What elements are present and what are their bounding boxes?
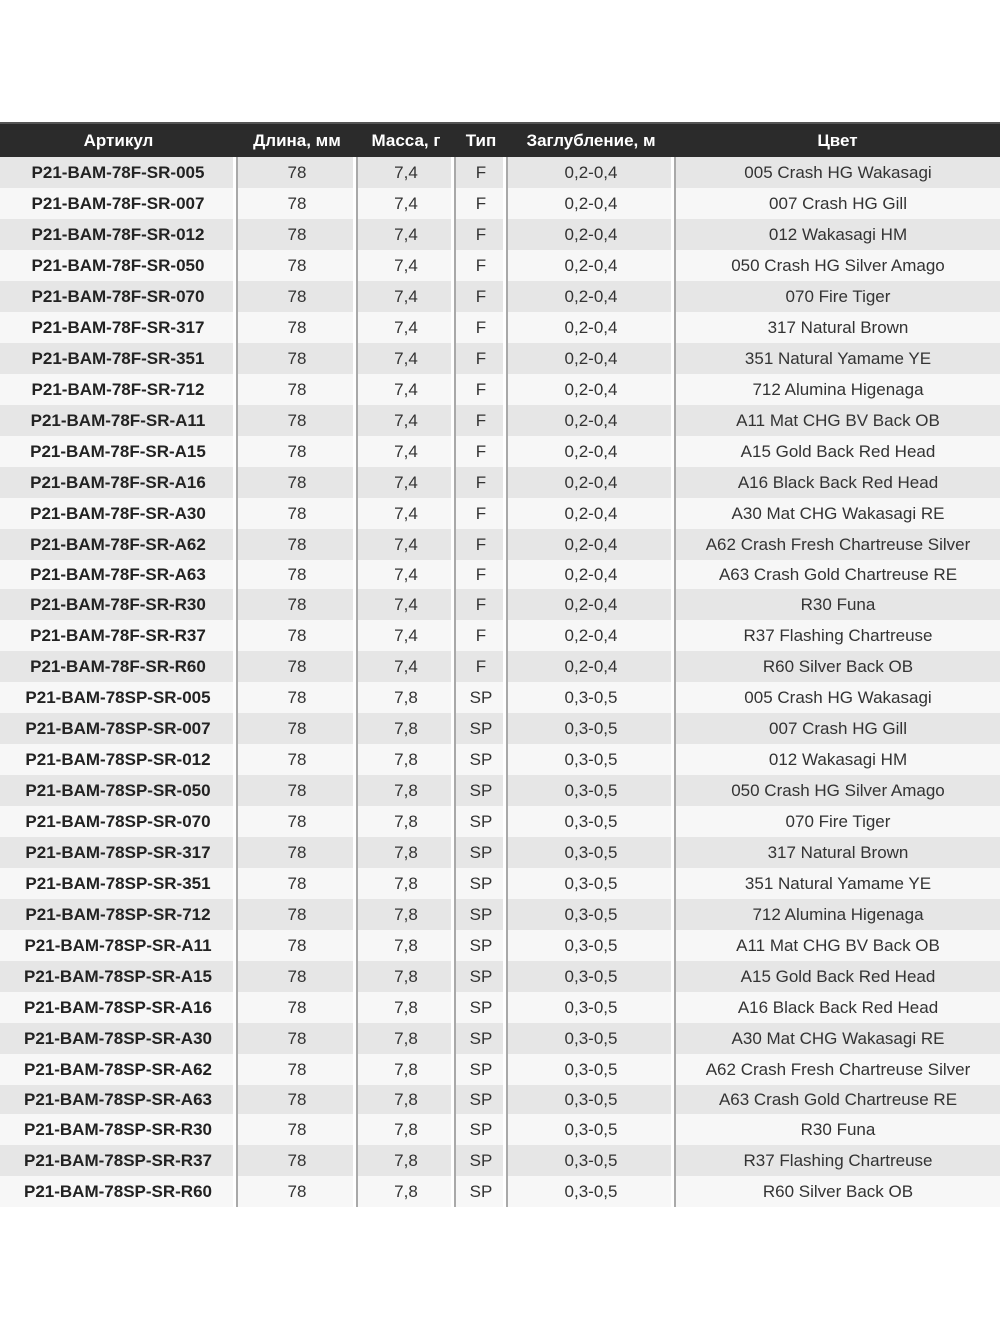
cell-sku: P21-BAM-78SP-SR-A63 <box>0 1085 237 1114</box>
cell-color: A15 Gold Back Red Head <box>740 966 936 986</box>
cell-mass: 7,8 <box>357 1176 455 1207</box>
cell-sku: P21-BAM-78SP-SR-317 <box>0 837 237 868</box>
cell-mass: 7,4 <box>357 312 455 343</box>
cell-type: SP <box>455 868 507 899</box>
cell-type: SP <box>455 961 507 992</box>
cell-length: 78 <box>237 930 357 961</box>
cell-mass: 7,4 <box>357 467 455 498</box>
cell-depth: 0,3-0,5 <box>507 1145 675 1176</box>
cell-sku: P21-BAM-78F-SR-351 <box>0 343 237 374</box>
table-row <box>0 651 1000 682</box>
cell-sku: P21-BAM-78SP-SR-R30 <box>0 1114 237 1145</box>
table-row <box>0 837 1000 868</box>
cell-sku: P21-BAM-78SP-SR-005 <box>0 682 237 713</box>
cell-sku: P21-BAM-78F-SR-A11 <box>0 405 237 436</box>
cell-length: 78 <box>237 868 357 899</box>
cell-depth: 0,2-0,4 <box>507 467 675 498</box>
table-row <box>0 1054 1000 1085</box>
cell-mass: 7,8 <box>357 899 455 930</box>
header-mass: Масса, г <box>371 130 441 150</box>
cell-color: 070 Fire Tiger <box>785 811 891 831</box>
cell-mass: 7,8 <box>357 713 455 744</box>
header-row <box>0 123 1000 157</box>
cell-color: 007 Crash HG Gill <box>769 718 907 738</box>
table-row <box>0 529 1000 560</box>
cell-mass: 7,4 <box>357 405 455 436</box>
cell-length: 78 <box>237 343 357 374</box>
cell-depth: 0,2-0,4 <box>507 560 675 589</box>
cell-color: 351 Natural Yamame YE <box>744 348 932 368</box>
cell-type: F <box>455 651 507 682</box>
cell-type: F <box>455 436 507 467</box>
cell-type: SP <box>455 806 507 837</box>
table-row <box>0 1023 1000 1054</box>
cell-type: SP <box>455 744 507 775</box>
cell-type: F <box>455 343 507 374</box>
cell-mass: 7,8 <box>357 806 455 837</box>
cell-type: F <box>455 467 507 498</box>
table-row <box>0 899 1000 930</box>
cell-type: F <box>455 498 507 529</box>
cell-depth: 0,3-0,5 <box>507 899 675 930</box>
cell-depth: 0,2-0,4 <box>507 405 675 436</box>
cell-type: SP <box>455 899 507 930</box>
table-header <box>0 123 1000 157</box>
cell-sku: P21-BAM-78F-SR-A63 <box>0 560 237 589</box>
cell-depth: 0,2-0,4 <box>507 498 675 529</box>
cell-sku: P21-BAM-78F-SR-050 <box>0 250 237 281</box>
cell-sku: P21-BAM-78F-SR-712 <box>0 374 237 405</box>
cell-mass: 7,8 <box>357 775 455 806</box>
cell-depth: 0,3-0,5 <box>507 1023 675 1054</box>
cell-color: R60 Silver Back OB <box>762 1181 914 1201</box>
cell-color: R37 Flashing Chartreuse <box>743 1150 933 1170</box>
cell-color: 012 Wakasagi HM <box>768 224 908 244</box>
cell-type: F <box>455 157 507 188</box>
table-row <box>0 219 1000 250</box>
cell-mass: 7,8 <box>357 992 455 1023</box>
cell-length: 78 <box>237 560 357 589</box>
cell-sku: P21-BAM-78SP-SR-A16 <box>0 992 237 1023</box>
table-row <box>0 436 1000 467</box>
cell-sku: P21-BAM-78F-SR-R37 <box>0 620 237 651</box>
cell-sku: P21-BAM-78SP-SR-007 <box>0 713 237 744</box>
cell-length: 78 <box>237 188 357 219</box>
cell-color: A11 Mat CHG BV Back OB <box>736 410 940 430</box>
header-depth: Заглубление, м <box>526 130 656 150</box>
cell-type: F <box>455 405 507 436</box>
cell-mass: 7,4 <box>357 651 455 682</box>
cell-depth: 0,3-0,5 <box>507 837 675 868</box>
cell-sku: P21-BAM-78SP-SR-R60 <box>0 1176 237 1207</box>
cell-depth: 0,2-0,4 <box>507 312 675 343</box>
cell-length: 78 <box>237 467 357 498</box>
cell-mass: 7,4 <box>357 620 455 651</box>
table-row <box>0 775 1000 806</box>
product-spec-table <box>0 122 1000 1207</box>
cell-length: 78 <box>237 1085 357 1114</box>
table-row <box>0 312 1000 343</box>
cell-type: F <box>455 589 507 620</box>
table-row <box>0 961 1000 992</box>
cell-length: 78 <box>237 1054 357 1085</box>
cell-length: 78 <box>237 529 357 560</box>
cell-mass: 7,8 <box>357 930 455 961</box>
cell-mass: 7,8 <box>357 868 455 899</box>
cell-depth: 0,3-0,5 <box>507 744 675 775</box>
cell-sku: P21-BAM-78F-SR-R30 <box>0 589 237 620</box>
cell-depth: 0,3-0,5 <box>507 930 675 961</box>
cell-sku: P21-BAM-78F-SR-R60 <box>0 651 237 682</box>
cell-color: A62 Crash Fresh Chartreuse Silver <box>705 534 971 554</box>
cell-type: F <box>455 620 507 651</box>
cell-color: 317 Natural Brown <box>767 842 909 862</box>
cell-sku: P21-BAM-78SP-SR-070 <box>0 806 237 837</box>
table-row <box>0 682 1000 713</box>
cell-depth: 0,3-0,5 <box>507 868 675 899</box>
cell-depth: 0,3-0,5 <box>507 1085 675 1114</box>
cell-length: 78 <box>237 713 357 744</box>
table-row <box>0 560 1000 589</box>
cell-depth: 0,3-0,5 <box>507 1054 675 1085</box>
cell-length: 78 <box>237 374 357 405</box>
cell-sku: P21-BAM-78SP-SR-R37 <box>0 1145 237 1176</box>
cell-color: A63 Crash Gold Chartreuse RE <box>718 1089 958 1109</box>
table-row <box>0 405 1000 436</box>
cell-mass: 7,8 <box>357 1085 455 1114</box>
cell-mass: 7,8 <box>357 1145 455 1176</box>
cell-color: A15 Gold Back Red Head <box>740 441 936 461</box>
cell-mass: 7,4 <box>357 219 455 250</box>
table-row <box>0 992 1000 1023</box>
cell-sku: P21-BAM-78F-SR-007 <box>0 188 237 219</box>
cell-length: 78 <box>237 1023 357 1054</box>
cell-depth: 0,2-0,4 <box>507 374 675 405</box>
cell-mass: 7,8 <box>357 682 455 713</box>
cell-type: SP <box>455 682 507 713</box>
cell-length: 78 <box>237 405 357 436</box>
cell-color: A63 Crash Gold Chartreuse RE <box>718 564 958 584</box>
cell-type: SP <box>455 1023 507 1054</box>
cell-mass: 7,4 <box>357 498 455 529</box>
cell-length: 78 <box>237 589 357 620</box>
header-sku: Артикул <box>83 130 154 150</box>
cell-length: 78 <box>237 1114 357 1145</box>
cell-type: SP <box>455 1176 507 1207</box>
cell-sku: P21-BAM-78SP-SR-050 <box>0 775 237 806</box>
table-body <box>0 157 1000 1207</box>
cell-depth: 0,2-0,4 <box>507 620 675 651</box>
cell-type: SP <box>455 1085 507 1114</box>
cell-length: 78 <box>237 992 357 1023</box>
cell-length: 78 <box>237 744 357 775</box>
header-color: Цвет <box>817 130 858 150</box>
cell-color: 712 Alumina Higenaga <box>752 904 924 924</box>
cell-depth: 0,3-0,5 <box>507 775 675 806</box>
table-row <box>0 498 1000 529</box>
cell-length: 78 <box>237 1176 357 1207</box>
table-row <box>0 281 1000 312</box>
cell-color: R30 Funa <box>800 1119 876 1139</box>
table-row <box>0 930 1000 961</box>
cell-color: 005 Crash HG Wakasagi <box>744 162 932 182</box>
table-row <box>0 620 1000 651</box>
cell-type: F <box>455 374 507 405</box>
cell-sku: P21-BAM-78SP-SR-A62 <box>0 1054 237 1085</box>
cell-type: F <box>455 219 507 250</box>
cell-mass: 7,8 <box>357 837 455 868</box>
cell-color: A16 Black Back Red Head <box>737 997 939 1017</box>
cell-color: 712 Alumina Higenaga <box>752 379 924 399</box>
cell-length: 78 <box>237 250 357 281</box>
cell-depth: 0,2-0,4 <box>507 529 675 560</box>
table-row <box>0 806 1000 837</box>
cell-depth: 0,2-0,4 <box>507 188 675 219</box>
cell-mass: 7,4 <box>357 188 455 219</box>
cell-sku: P21-BAM-78F-SR-070 <box>0 281 237 312</box>
cell-color: R37 Flashing Chartreuse <box>743 625 933 645</box>
cell-type: SP <box>455 930 507 961</box>
cell-color: R60 Silver Back OB <box>762 656 914 676</box>
cell-mass: 7,4 <box>357 250 455 281</box>
cell-type: SP <box>455 1145 507 1176</box>
cell-sku: P21-BAM-78SP-SR-A11 <box>0 930 237 961</box>
cell-depth: 0,3-0,5 <box>507 1114 675 1145</box>
cell-color: A30 Mat CHG Wakasagi RE <box>731 503 945 523</box>
cell-length: 78 <box>237 899 357 930</box>
cell-length: 78 <box>237 837 357 868</box>
cell-length: 78 <box>237 312 357 343</box>
cell-depth: 0,3-0,5 <box>507 682 675 713</box>
cell-length: 78 <box>237 498 357 529</box>
cell-type: F <box>455 188 507 219</box>
cell-color: A16 Black Back Red Head <box>737 472 939 492</box>
table-row <box>0 868 1000 899</box>
table-row <box>0 744 1000 775</box>
cell-color: 351 Natural Yamame YE <box>744 873 932 893</box>
table-row <box>0 374 1000 405</box>
table-row <box>0 1114 1000 1145</box>
header-length: Длина, мм <box>253 130 341 150</box>
cell-depth: 0,2-0,4 <box>507 436 675 467</box>
cell-color: 070 Fire Tiger <box>785 286 891 306</box>
cell-mass: 7,4 <box>357 560 455 589</box>
cell-color: 317 Natural Brown <box>767 317 909 337</box>
cell-type: F <box>455 250 507 281</box>
table-row <box>0 467 1000 498</box>
cell-type: SP <box>455 1054 507 1085</box>
table-row <box>0 1145 1000 1176</box>
table-row <box>0 157 1000 188</box>
cell-color: 050 Crash HG Silver Amago <box>731 780 945 800</box>
cell-length: 78 <box>237 1145 357 1176</box>
cell-sku: P21-BAM-78F-SR-A15 <box>0 436 237 467</box>
cell-sku: P21-BAM-78F-SR-A62 <box>0 529 237 560</box>
cell-mass: 7,8 <box>357 1054 455 1085</box>
cell-length: 78 <box>237 775 357 806</box>
cell-mass: 7,8 <box>357 744 455 775</box>
cell-sku: P21-BAM-78SP-SR-351 <box>0 868 237 899</box>
cell-mass: 7,4 <box>357 157 455 188</box>
cell-mass: 7,4 <box>357 436 455 467</box>
cell-sku: P21-BAM-78F-SR-A16 <box>0 467 237 498</box>
cell-length: 78 <box>237 961 357 992</box>
cell-depth: 0,3-0,5 <box>507 1176 675 1207</box>
cell-sku: P21-BAM-78SP-SR-A15 <box>0 961 237 992</box>
cell-mass: 7,4 <box>357 529 455 560</box>
cell-color: 050 Crash HG Silver Amago <box>731 255 945 275</box>
cell-length: 78 <box>237 806 357 837</box>
cell-color: A62 Crash Fresh Chartreuse Silver <box>705 1059 971 1079</box>
cell-type: SP <box>455 992 507 1023</box>
cell-mass: 7,4 <box>357 589 455 620</box>
cell-depth: 0,3-0,5 <box>507 992 675 1023</box>
cell-length: 78 <box>237 219 357 250</box>
cell-color: 012 Wakasagi HM <box>768 749 908 769</box>
cell-length: 78 <box>237 651 357 682</box>
cell-type: SP <box>455 837 507 868</box>
cell-type: SP <box>455 1114 507 1145</box>
cell-type: SP <box>455 713 507 744</box>
cell-type: F <box>455 312 507 343</box>
cell-depth: 0,2-0,4 <box>507 589 675 620</box>
cell-mass: 7,8 <box>357 1114 455 1145</box>
cell-sku: P21-BAM-78F-SR-317 <box>0 312 237 343</box>
cell-sku: P21-BAM-78SP-SR-A30 <box>0 1023 237 1054</box>
cell-color: R30 Funa <box>800 594 876 614</box>
cell-color: A11 Mat CHG BV Back OB <box>736 935 940 955</box>
cell-length: 78 <box>237 157 357 188</box>
table-row <box>0 1085 1000 1114</box>
cell-depth: 0,2-0,4 <box>507 157 675 188</box>
cell-length: 78 <box>237 281 357 312</box>
cell-color: 005 Crash HG Wakasagi <box>744 687 932 707</box>
cell-mass: 7,4 <box>357 343 455 374</box>
cell-depth: 0,3-0,5 <box>507 713 675 744</box>
header-type: Тип <box>465 130 497 150</box>
cell-depth: 0,2-0,4 <box>507 250 675 281</box>
cell-sku: P21-BAM-78SP-SR-012 <box>0 744 237 775</box>
cell-mass: 7,8 <box>357 1023 455 1054</box>
cell-length: 78 <box>237 620 357 651</box>
table-row <box>0 250 1000 281</box>
cell-depth: 0,2-0,4 <box>507 219 675 250</box>
cell-depth: 0,3-0,5 <box>507 961 675 992</box>
table-row <box>0 589 1000 620</box>
cell-mass: 7,8 <box>357 961 455 992</box>
cell-length: 78 <box>237 436 357 467</box>
table-row <box>0 343 1000 374</box>
cell-depth: 0,2-0,4 <box>507 343 675 374</box>
cell-mass: 7,4 <box>357 374 455 405</box>
cell-type: F <box>455 529 507 560</box>
table-row <box>0 713 1000 744</box>
cell-color: 007 Crash HG Gill <box>769 193 907 213</box>
cell-depth: 0,3-0,5 <box>507 806 675 837</box>
cell-sku: P21-BAM-78SP-SR-712 <box>0 899 237 930</box>
table-row <box>0 1176 1000 1207</box>
table-row <box>0 188 1000 219</box>
cell-sku: P21-BAM-78F-SR-012 <box>0 219 237 250</box>
cell-depth: 0,2-0,4 <box>507 281 675 312</box>
cell-mass: 7,4 <box>357 281 455 312</box>
cell-sku: P21-BAM-78F-SR-005 <box>0 157 237 188</box>
cell-type: F <box>455 560 507 589</box>
cell-color: A30 Mat CHG Wakasagi RE <box>731 1028 945 1048</box>
cell-type: F <box>455 281 507 312</box>
cell-type: SP <box>455 775 507 806</box>
cell-length: 78 <box>237 682 357 713</box>
cell-depth: 0,2-0,4 <box>507 651 675 682</box>
cell-sku: P21-BAM-78F-SR-A30 <box>0 498 237 529</box>
